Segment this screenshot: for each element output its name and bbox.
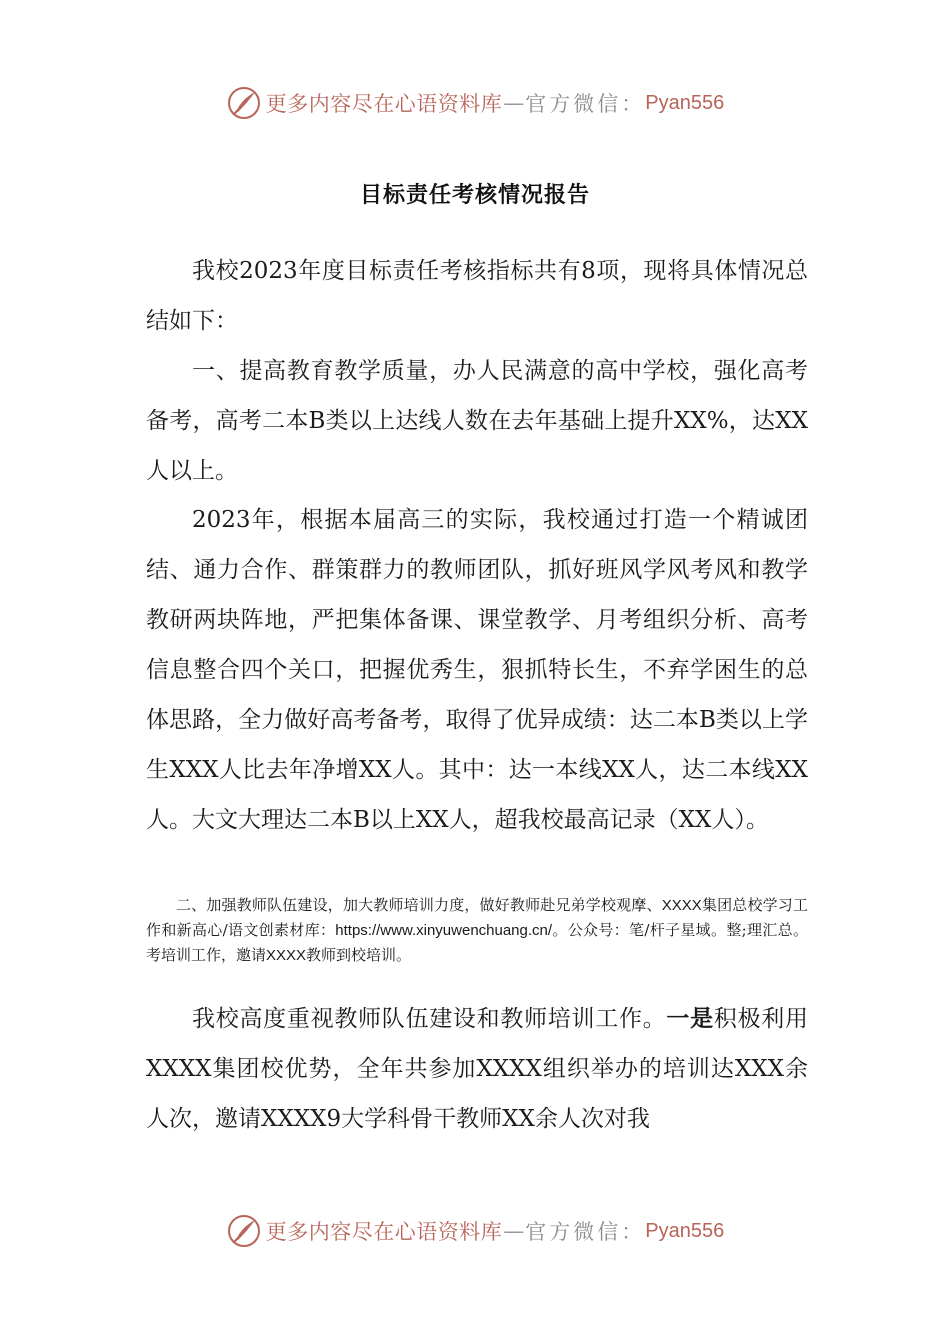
header-banner: [0, 83, 950, 123]
training-text-a: 我校高度重视教师队伍建设和教师培训工作。: [192, 1006, 667, 1032]
footer-banner: [0, 1211, 950, 1251]
item-two-link[interactable]: https://www.xinyuwenchuang.cn/: [335, 922, 553, 939]
banner-text: 更多内容尽在心语资料库: [265, 92, 503, 116]
banner-separator: —: [503, 91, 525, 115]
banner-official-label: 官方微信：: [525, 92, 646, 116]
banner-official-label: 官方微信：: [525, 1220, 646, 1244]
item-two-text-b: XXXX: [661, 897, 702, 914]
item-two-text-c: 集团总校学习工作和新高心/语文创素材库：: [146, 896, 808, 939]
banner-separator: —: [503, 1219, 525, 1243]
training-bold-label: 一是: [666, 1005, 714, 1032]
page-title: 目标责任考核情况报告: [359, 182, 590, 208]
paragraph-intro: 我校2023年度目标责任考核指标共有8项，现将具体情况总结如下：: [146, 258, 808, 334]
banner-handle: Pyan556: [645, 91, 725, 114]
item-two-text-f: XXXX: [266, 947, 307, 964]
item-two-text-g: 教师到校培训。: [306, 946, 412, 964]
item-two-text-e: 。公众号：笔/杆子星域。整;理汇总。考培训工作，邀请: [146, 921, 808, 964]
paragraph-results: 2023年，根据本届高三的实际，我校通过打造一个精诚团结、通力合作、群策群力的教师团队，抓好班风学风考风和教学教研两块阵地，严把集体备课、课堂教学、月考组织分析、高考信息整合四个关口，把握优秀生，狠抓特长生，不弃学困生的总体思路，全力做好高考备考，取得了优异成绩：达二本B类以上学生XXX人比去年净增XX人。其中：达一本线XX人，达二本线XX人。大文大理达二本B以上XX人，超我校最高记录（XX人）。: [146, 507, 808, 833]
item-two-text-a: 二、加强教师队伍建设，加大教师培训力度，做好教师赴兄弟学校观摩、: [176, 896, 662, 914]
quill-pen-icon: [226, 1213, 262, 1249]
paragraph-item-two: [146, 893, 808, 968]
banner-handle: Pyan556: [645, 1219, 725, 1242]
quill-pen-icon: [226, 85, 262, 121]
training-text-b: 积极利用XXXX集团校优势，全年共参加XXXX组织举办的培训达XXX余人次，邀请XXXX9大学科骨干教师XX余人次对我: [146, 1006, 809, 1132]
paragraph-teacher-training: [146, 994, 808, 1144]
banner-text: 更多内容尽在心语资料库: [265, 1220, 503, 1244]
paragraph-item-one: 一、提高教育教学质量，办人民满意的高中学校，强化高考备考，高考二本B类以上达线人数在去年基础上提升XX%，达XX人以上。: [146, 358, 808, 484]
